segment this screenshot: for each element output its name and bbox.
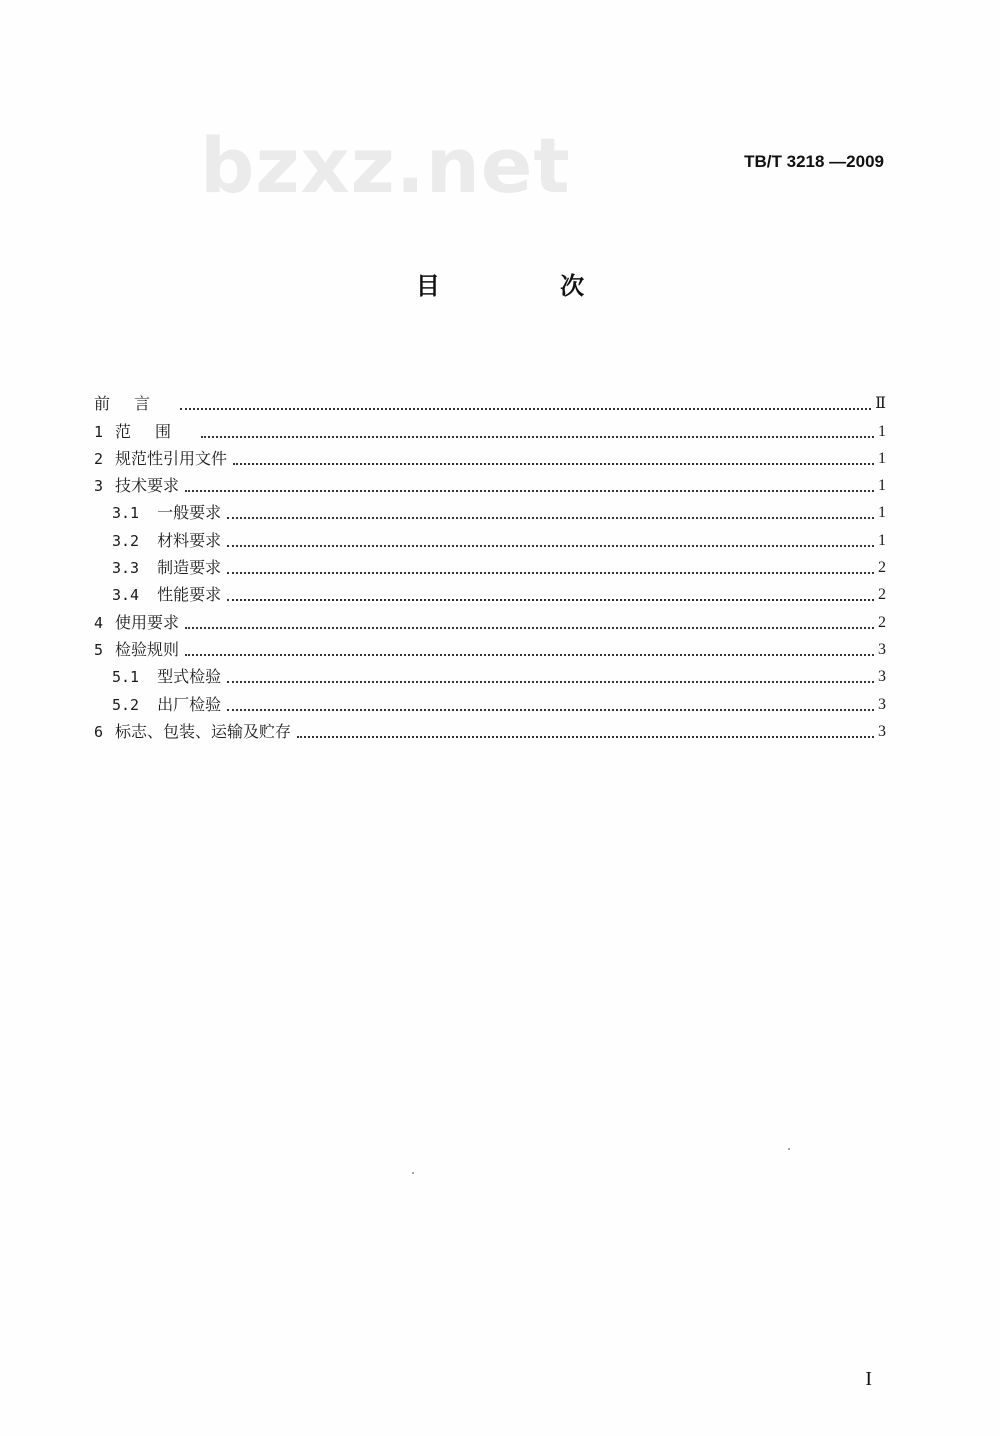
toc-entry-page: 2 bbox=[878, 613, 886, 631]
toc-entry[interactable] bbox=[94, 661, 886, 688]
toc-entry-page: 1 bbox=[878, 477, 886, 495]
toc-entry[interactable] bbox=[94, 415, 886, 442]
toc-entry-number: 5 bbox=[94, 640, 104, 659]
toc-entry-label bbox=[94, 421, 195, 443]
toc-leader-dots bbox=[185, 654, 874, 656]
toc-entry-title: 标志、包装、运输及贮存 bbox=[115, 721, 292, 741]
toc-entry-page: 2 bbox=[878, 559, 886, 577]
toc-entry-title: 范围 bbox=[115, 421, 196, 441]
toc-entry-label bbox=[94, 694, 221, 716]
toc-leader-dots bbox=[185, 490, 874, 492]
toc-entry-number: 6 bbox=[94, 722, 104, 741]
toc-leader-dots bbox=[227, 517, 874, 519]
toc-leader-dots bbox=[233, 463, 874, 465]
toc-entry-number: 1 bbox=[94, 422, 104, 441]
toc-entry-number: 3.2 bbox=[112, 531, 140, 550]
toc-entry-label bbox=[94, 448, 227, 470]
toc-entry-title: 前言 bbox=[94, 394, 175, 414]
toc-entry-page: 3 bbox=[878, 668, 886, 686]
toc-leader-dots bbox=[180, 408, 871, 410]
page-number: I bbox=[865, 1368, 872, 1390]
toc-entry-title: 使用要求 bbox=[115, 612, 180, 632]
toc-entry-number: 3.4 bbox=[112, 586, 140, 605]
toc-entry-number: 3.1 bbox=[112, 504, 140, 523]
toc-entry[interactable] bbox=[94, 497, 886, 524]
toc-entry-page: 1 bbox=[878, 422, 886, 440]
toc-entry-page: Ⅱ bbox=[875, 395, 886, 413]
toc-entry-page: 1 bbox=[878, 531, 886, 549]
toc-entry[interactable] bbox=[94, 443, 886, 470]
toc-entry-page: 1 bbox=[878, 504, 886, 522]
toc-entry-label bbox=[94, 502, 221, 524]
toc-entry-label bbox=[94, 666, 221, 688]
toc-entry-label bbox=[94, 475, 179, 497]
toc-entry-title: 检验规则 bbox=[115, 639, 180, 659]
toc-entry-label bbox=[94, 721, 291, 743]
toc-entry-page: 3 bbox=[878, 640, 886, 658]
toc-entry-label bbox=[94, 393, 174, 415]
toc-entry-title: 出厂检验 bbox=[157, 694, 222, 714]
toc-entry-label bbox=[94, 557, 221, 579]
toc-entry[interactable] bbox=[94, 552, 886, 579]
scan-speck bbox=[788, 1148, 790, 1150]
scan-speck bbox=[412, 1172, 414, 1174]
toc-entry[interactable] bbox=[94, 634, 886, 661]
toc-entry[interactable] bbox=[94, 524, 886, 551]
toc-entry[interactable] bbox=[94, 470, 886, 497]
toc-leader-dots bbox=[227, 545, 874, 547]
watermark: bzxz.net bbox=[200, 121, 571, 210]
toc-entry-title: 一般要求 bbox=[157, 503, 222, 523]
toc-entry-title: 材料要求 bbox=[157, 530, 222, 550]
toc-entry[interactable] bbox=[94, 606, 886, 633]
toc-entry-title: 制造要求 bbox=[157, 558, 222, 578]
toc-entry-title: 性能要求 bbox=[157, 585, 222, 605]
toc-leader-dots bbox=[227, 709, 874, 711]
toc-entry-title: 型式检验 bbox=[157, 667, 222, 687]
toc-entry[interactable] bbox=[94, 388, 886, 415]
toc-entry-page: 2 bbox=[878, 586, 886, 604]
toc-entry-label bbox=[94, 584, 221, 606]
toc-entry-number: 2 bbox=[94, 449, 104, 468]
toc-entry-title: 规范性引用文件 bbox=[115, 448, 228, 468]
table-of-contents bbox=[94, 388, 886, 743]
toc-leader-dots bbox=[227, 599, 874, 601]
toc-leader-dots bbox=[201, 436, 874, 438]
toc-entry[interactable] bbox=[94, 716, 886, 743]
toc-entry-number: 5.1 bbox=[112, 668, 140, 687]
toc-leader-dots bbox=[227, 572, 874, 574]
toc-entry-number: 3 bbox=[94, 477, 104, 496]
toc-title: 目 次 bbox=[415, 272, 641, 300]
toc-leader-dots bbox=[185, 627, 874, 629]
toc-entry-label bbox=[94, 639, 179, 661]
toc-entry-label bbox=[94, 530, 221, 552]
toc-entry-number: 5.2 bbox=[112, 695, 140, 714]
toc-leader-dots bbox=[227, 681, 874, 683]
toc-leader-dots bbox=[297, 736, 874, 738]
toc-entry-page: 3 bbox=[878, 722, 886, 740]
standard-code: TB/T 3218 —2009 bbox=[744, 152, 884, 171]
toc-entry-number: 4 bbox=[94, 613, 104, 632]
toc-entry[interactable] bbox=[94, 688, 886, 715]
toc-entry-number: 3.3 bbox=[112, 559, 140, 578]
toc-entry-page: 1 bbox=[878, 449, 886, 467]
toc-entry[interactable] bbox=[94, 579, 886, 606]
toc-entry-page: 3 bbox=[878, 695, 886, 713]
toc-entry-title: 技术要求 bbox=[115, 476, 180, 496]
toc-entry-label bbox=[94, 612, 179, 634]
